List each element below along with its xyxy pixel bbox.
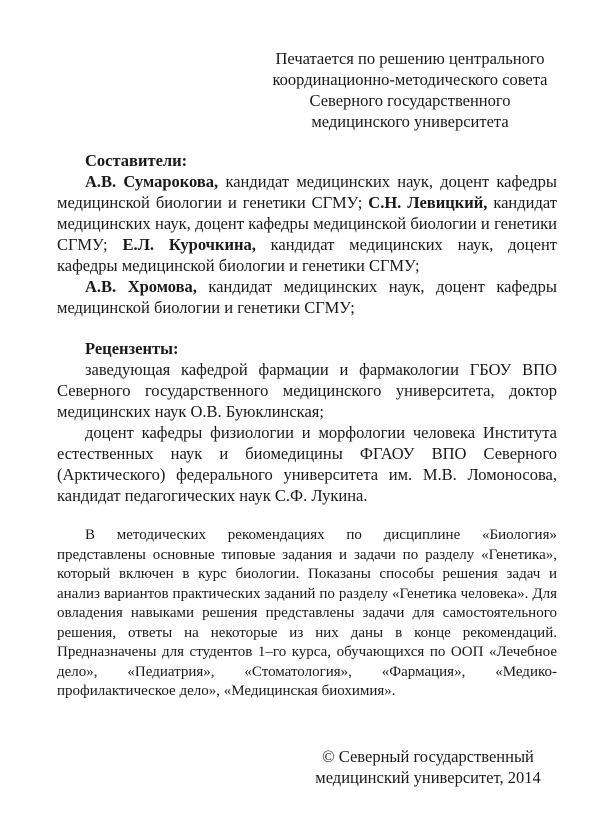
compiler-name: С.Н. Левицкий, [368, 193, 488, 212]
reviewer-paragraph-1: заведующая кафедрой фармации и фармакологии ГБОУ ВПО Северного государственного медицинского университета, доктор медицинских наук О.В. Буюклинская; [57, 360, 557, 421]
compiler-description: кандидат медицинских наук, доцент кафедры медицинской биологии и генетики СГМУ; [57, 235, 557, 275]
compilers-paragraph-1 [57, 171, 557, 276]
imprint-line: Печатается по решению центрального [275, 49, 545, 68]
compilers-heading: Составители: [85, 151, 188, 170]
copyright-block [293, 746, 563, 788]
imprint-line: медицинского университета [311, 112, 509, 131]
annotation-paragraph: В методических рекомендациях по дисциплине «Биология» представлены основные типовые задания и задачи по разделу «Генетика», который включен в курс биологии. Показаны способы решения задач и анализ вариантов практических заданий по разделу «Генетика человека». Для овладения навыками решения представлены задачи для самостоятельного решения, ответы на некоторые из них даны в конце рекомендаций. Предназначены для студентов 1–го курса, обучающихся по ООП «Лечебное дело», «Педиатрия», «Стоматология», «Фармация», «Медико-профилактическое дело», «Медицинская биохимия». [57, 527, 557, 699]
imprint-block [235, 48, 585, 132]
copyright-line: медицинский университет, 2014 [315, 768, 541, 787]
imprint-line: Северного государственного [309, 91, 511, 110]
compiler-name: А.В. Хромова, [85, 277, 197, 296]
imprint-line: координационно-методического совета [272, 70, 548, 89]
compiler-name: А.В. Сумарокова, [85, 172, 219, 191]
compiler-description: кандидат медицинских наук, доцент кафедры медицинской биологии и генетики СГМУ; [57, 172, 557, 212]
compiler-description: кандидат медицинских наук, доцент кафедры медицинской биологии и генетики СГМУ; [57, 193, 557, 254]
compiler-description: кандидат медицинских наук, доцент кафедры медицинской биологии и генетики СГМУ; [57, 277, 557, 317]
compilers-paragraph-2 [57, 276, 557, 318]
compiler-name: Е.Л. Курочкина, [122, 235, 256, 254]
copyright-line: © Северный государственный [322, 747, 534, 766]
reviewers-heading: Рецензенты: [85, 339, 179, 358]
reviewer-paragraph-2: доцент кафедры физиологии и морфологии человека Института естественных наук и биомедицины ФГАОУ ВПО Северного (Арктического) федерального университета им. М.В. Ломоносова, кандидат педагогических наук С.Ф. Лукина. [57, 423, 557, 505]
